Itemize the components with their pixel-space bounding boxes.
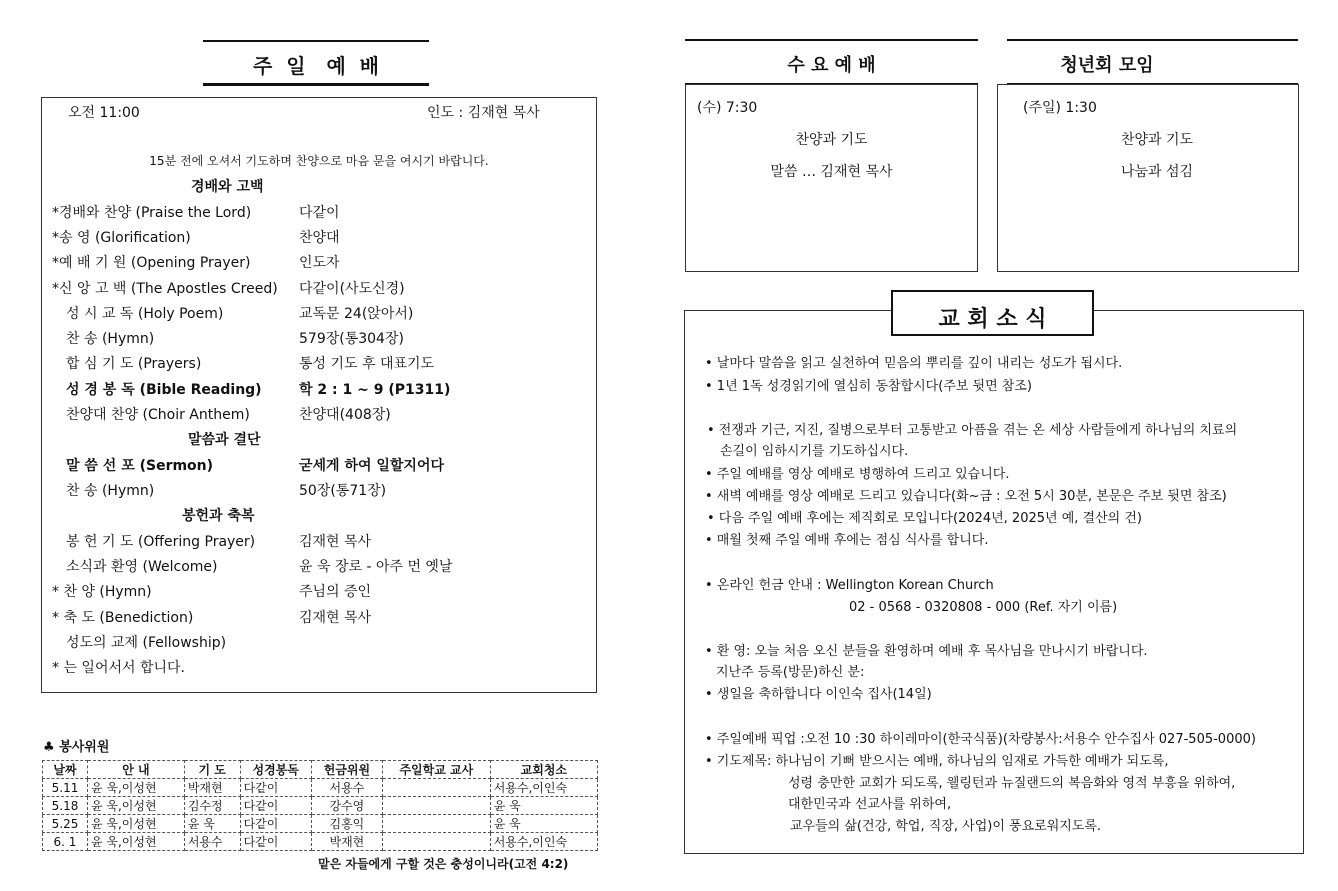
order-item-value: 찬양대(408장) — [299, 407, 391, 423]
news-line: • 다음 주일 예배 후에는 제직회로 모입니다(2024년, 2025년 예, 결산의 건) — [707, 511, 1142, 526]
order-item-label: 성도의 교제 (Fellowship) — [66, 635, 227, 651]
news-line: • 1년 1독 성경읽기에 열심히 동참합시다(주보 뒷면 참조) — [705, 379, 1032, 394]
order-item-label: 합 심 기 도 (Prayers) — [66, 356, 202, 372]
committee-cell: 5.25 — [43, 815, 88, 833]
order-item-value: 통성 기도 후 대표기도 — [299, 356, 435, 372]
section-offering: 봉헌과 축복 — [182, 508, 255, 524]
committee-header: 주일학교 교사 — [382, 761, 490, 779]
sunday-notice: 15분 전에 오셔서 기도하며 찬양으로 마음 문을 여시기 바랍니다. — [149, 154, 489, 168]
news-line: 대한민국과 선교사를 위하여, — [788, 797, 952, 812]
order-item-value: 학 2 : 1 ~ 9 (P1311) — [299, 382, 451, 398]
order-item-value: 김재현 목사 — [299, 610, 372, 626]
order-item-label: *경배와 찬양 (Praise the Lord) — [52, 205, 252, 221]
order-item-label: 찬 송 (Hymn) — [66, 331, 155, 347]
news-title: 교 회 소 식 — [938, 307, 1047, 332]
order-item-value: 교독문 24(앉아서) — [299, 306, 414, 322]
committee-header: 안 내 — [87, 761, 184, 779]
sunday-title-bottomline — [203, 83, 429, 86]
service-committee-table — [42, 760, 598, 851]
news-line: • 생일을 축하합니다 이인숙 집사(14일) — [705, 687, 932, 702]
committee-cell: 윤 욱,이성현 — [87, 833, 184, 851]
news-line: 교우들의 삶(건강, 학업, 직장, 사업)이 풍요로워지도록. — [790, 819, 1102, 834]
youth-line2: 나눔과 섬김 — [1120, 164, 1194, 180]
order-item-value: 50장(통71장) — [299, 483, 387, 499]
news-line: • 주일예배 픽업 :오전 10 :30 하이레마이(한국식품)(차량봉사:서용수 안수집사 027-505-0000) — [705, 732, 1256, 747]
committee-cell: 강수영 — [311, 797, 382, 815]
youth-title: 청년회 모임 — [1060, 55, 1154, 76]
committee-cell: 서용수,이인숙 — [490, 779, 597, 797]
closing-verse: 맡은 자들에게 구할 것은 충성이니라(고전 4:2) — [318, 857, 569, 871]
news-line: 손길이 임하시기를 기도하십시다. — [720, 444, 909, 459]
news-line: 02 - 0568 - 0320808 - 000 (Ref. 자기 이름) — [849, 600, 1118, 615]
wednesday-line2: 말씀 … 김재현 목사 — [770, 164, 893, 180]
order-item-value: 주님의 증인 — [299, 584, 372, 600]
committee-cell: 서용수 — [311, 779, 382, 797]
order-item-label: * 축 도 (Benediction) — [52, 610, 194, 626]
committee-cell: 서용수,이인숙 — [490, 833, 597, 851]
committee-cell: 윤 욱,이성현 — [87, 779, 184, 797]
table-row — [43, 797, 598, 815]
committee-cell: 6. 1 — [43, 833, 88, 851]
order-item-label: *예 배 기 원 (Opening Prayer) — [52, 255, 251, 271]
order-item-value: 찬양대 — [299, 230, 340, 246]
order-item-label: 봉 헌 기 도 (Offering Prayer) — [66, 534, 256, 550]
table-row — [43, 833, 598, 851]
committee-cell: 윤 욱 — [490, 815, 597, 833]
wednesday-time: (수) 7:30 — [697, 100, 758, 116]
committee-header: 성경봉독 — [240, 761, 311, 779]
order-item-value: 다같이(사도신경) — [299, 281, 405, 297]
table-row — [43, 815, 598, 833]
news-line: • 주일 예배를 영상 예배로 병행하여 드리고 있습니다. — [705, 467, 1010, 482]
committee-cell: 윤 욱 — [184, 815, 240, 833]
committee-header: 헌금위원 — [311, 761, 382, 779]
committee-cell: 다같이 — [240, 833, 311, 851]
service-committee-title: ♣ 봉사위원 — [43, 740, 110, 755]
news-line: • 전쟁과 기근, 지진, 질병으로부터 고통받고 아픔을 겪는 온 세상 사람들에게 하나님의 치료의 — [707, 423, 1238, 438]
committee-cell: 서용수 — [184, 833, 240, 851]
order-item-label: 소식과 환영 (Welcome) — [66, 559, 218, 575]
order-item-label: 찬 송 (Hymn) — [66, 483, 155, 499]
committee-cell: 다같이 — [240, 797, 311, 815]
order-item-value: 굳세게 하여 일할지어다 — [299, 458, 444, 474]
order-item-label: 성 시 교 독 (Holy Poem) — [66, 306, 224, 322]
committee-header: 기 도 — [184, 761, 240, 779]
order-item-value: 윤 욱 장로 - 아주 먼 옛날 — [299, 559, 453, 575]
youth-title-topline — [1007, 39, 1298, 41]
committee-cell — [382, 797, 490, 815]
sunday-leader: 인도 : 김재현 목사 — [427, 105, 540, 121]
order-item-value: 김재현 목사 — [299, 534, 372, 550]
sunday-footnote: * 는 일어서서 합니다. — [52, 660, 185, 676]
section-word: 말씀과 결단 — [188, 432, 261, 448]
wednesday-title-topline — [685, 39, 978, 41]
committee-cell: 김홍익 — [311, 815, 382, 833]
committee-cell: 윤 욱,이성현 — [87, 815, 184, 833]
committee-cell: 윤 욱,이성현 — [87, 797, 184, 815]
order-item-value: 579장(통304장) — [299, 331, 404, 347]
news-line: • 매월 첫째 주일 예배 후에는 점심 식사를 합니다. — [705, 533, 989, 548]
section-worship: 경배와 고백 — [191, 179, 264, 195]
order-item-label: 찬양대 찬양 (Choir Anthem) — [66, 407, 250, 423]
table-row — [43, 779, 598, 797]
youth-time: (주일) 1:30 — [1023, 100, 1097, 116]
order-item-label: *송 영 (Glorification) — [52, 230, 191, 246]
news-line: 지난주 등록(방문)하신 분: — [716, 665, 865, 680]
committee-cell: 박재현 — [311, 833, 382, 851]
wednesday-line1: 찬양과 기도 — [795, 132, 868, 148]
sunday-time: 오전 11:00 — [68, 105, 140, 121]
news-line: • 새벽 예배를 영상 예배로 드리고 있습니다(화~금 : 오전 5시 30분, 본문은 주보 뒷면 참조) — [705, 489, 1227, 504]
news-line: • 환 영: 오늘 처음 오신 분들을 환영하며 예배 후 목사님을 만나시기 바랍니다. — [705, 644, 1148, 659]
committee-cell: 5.18 — [43, 797, 88, 815]
committee-cell: 다같이 — [240, 779, 311, 797]
sunday-title: 주 일 예 배 — [252, 54, 380, 78]
committee-cell: 다같이 — [240, 815, 311, 833]
order-item-label: *신 앙 고 백 (The Apostles Creed) — [52, 281, 278, 297]
news-line: • 기도제목: 하나님이 기뻐 받으시는 예배, 하나님의 임재로 가득한 예배가 되도록, — [705, 754, 1169, 769]
order-item-label: 말 씀 선 포 (Sermon) — [66, 458, 214, 474]
order-item-value: 인도자 — [299, 255, 340, 271]
committee-header: 날짜 — [43, 761, 88, 779]
youth-line1: 찬양과 기도 — [1120, 132, 1194, 148]
committee-cell — [382, 833, 490, 851]
sunday-title-topline — [203, 40, 429, 42]
committee-header: 교회청소 — [490, 761, 597, 779]
committee-cell: 윤 욱 — [490, 797, 597, 815]
committee-cell: 박재현 — [184, 779, 240, 797]
order-item-label: 성 경 봉 독 (Bible Reading) — [66, 382, 262, 398]
committee-cell — [382, 779, 490, 797]
order-item-value: 다같이 — [299, 205, 340, 221]
order-item-label: * 찬 양 (Hymn) — [52, 584, 152, 600]
news-line: • 날마다 말씀을 읽고 실천하여 믿음의 뿌리를 깊이 내리는 성도가 됩시다. — [705, 356, 1123, 371]
news-line: 성령 충만한 교회가 되도록, 웰링턴과 뉴질랜드의 복음화와 영적 부흥을 위하여, — [788, 776, 1236, 791]
committee-cell — [382, 815, 490, 833]
committee-cell: 김수정 — [184, 797, 240, 815]
wednesday-title: 수 요 예 배 — [787, 55, 876, 76]
news-line: • 온라인 헌금 안내 : Wellington Korean Church — [705, 578, 994, 593]
committee-cell: 5.11 — [43, 779, 88, 797]
